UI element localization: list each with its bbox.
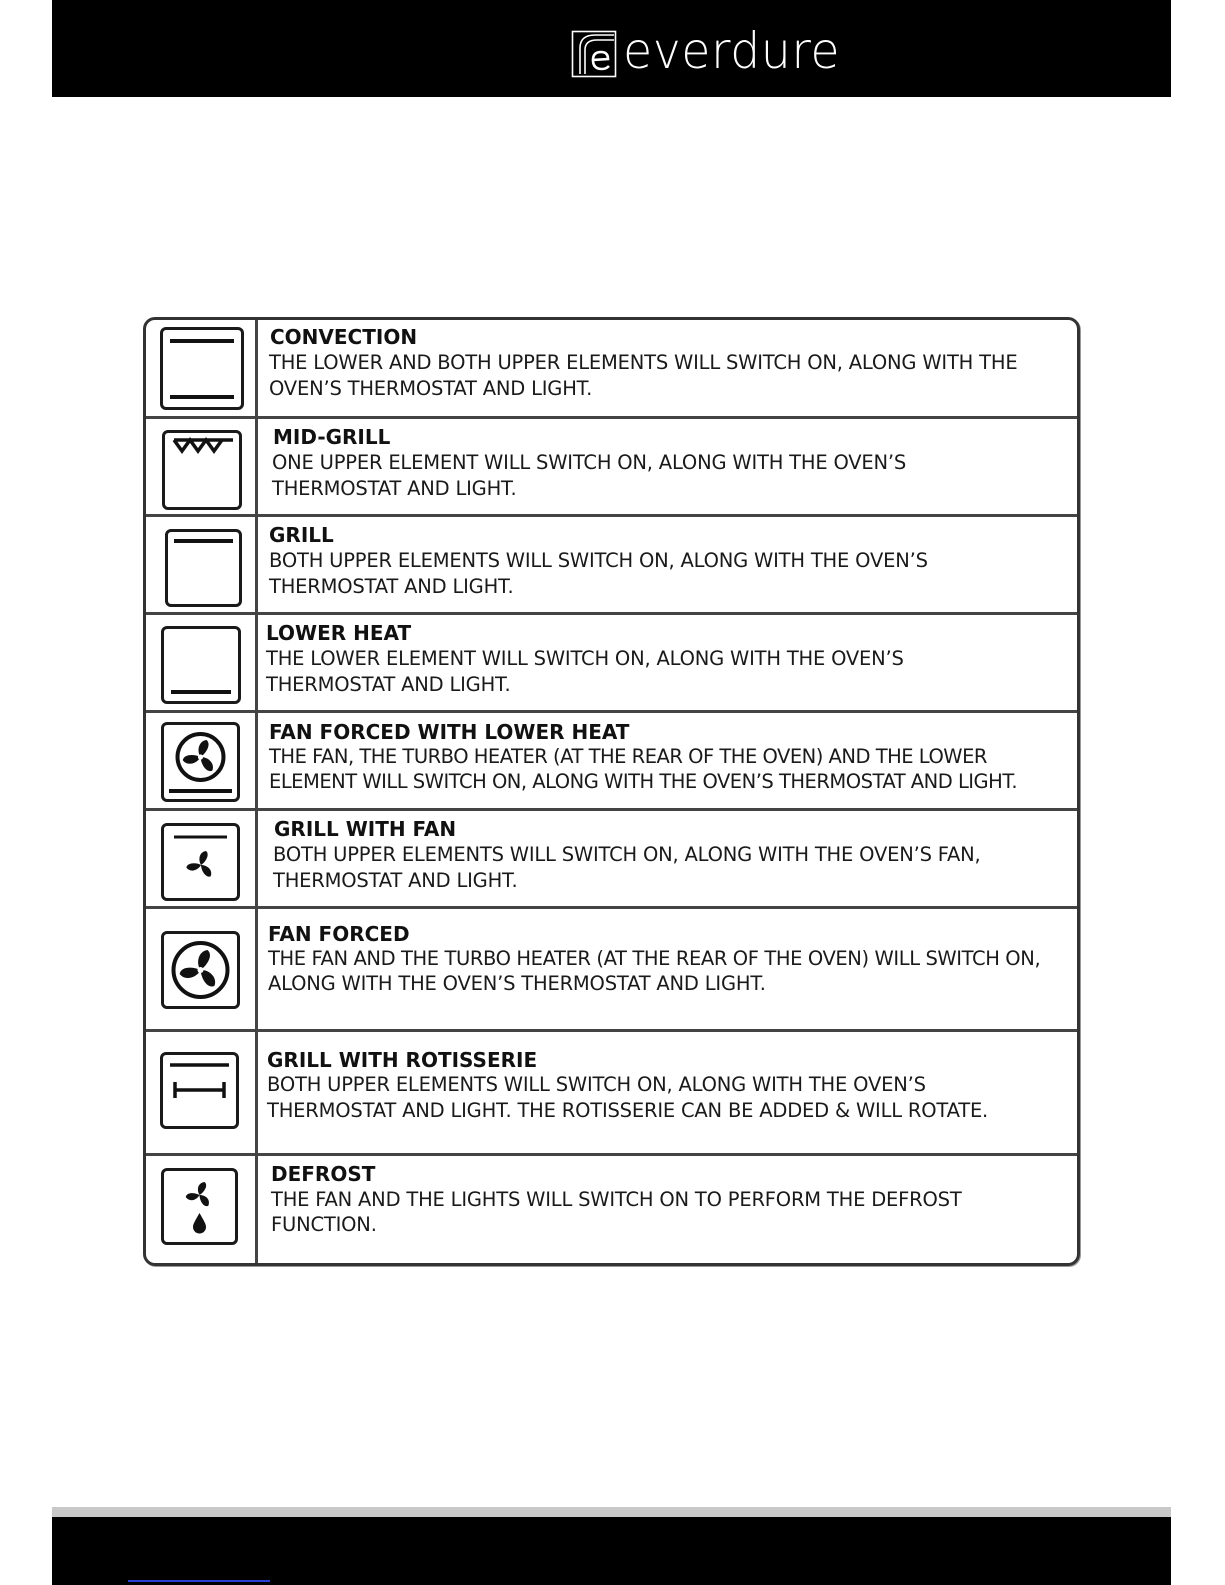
mode-description-line: THERMOSTAT AND LIGHT. (273, 869, 518, 892)
mode-row-grill-with-fan (146, 811, 1077, 909)
mode-title: GRILL (269, 523, 334, 547)
footer-divider (52, 1507, 1171, 1517)
brand-logo (571, 22, 851, 80)
mode-title: LOWER HEAT (266, 621, 412, 645)
mode-description-line: ELEMENT WILL SWITCH ON, ALONG WITH THE OVEN’S THERMOSTAT AND LIGHT. (269, 770, 1018, 793)
grill-rotisserie-icon (160, 1052, 239, 1129)
mode-title: FAN FORCED (268, 922, 410, 946)
mode-description-line: THERMOSTAT AND LIGHT. THE ROTISSERIE CAN BE ADDED & WILL ROTATE. (267, 1099, 989, 1122)
mode-description-line: OVEN’S THERMOSTAT AND LIGHT. (269, 377, 593, 400)
mode-title: FAN FORCED WITH LOWER HEAT (269, 720, 630, 744)
mode-description-line: THERMOSTAT AND LIGHT. (266, 673, 511, 696)
mode-description-line: ALONG WITH THE OVEN’S THERMOSTAT AND LIGHT. (268, 972, 766, 995)
mode-row-fan-forced-lower-heat (146, 713, 1077, 811)
mode-row-grill-rotisserie (146, 1032, 1077, 1156)
mode-description-line: THE FAN AND THE LIGHTS WILL SWITCH ON TO PERFORM THE DEFROST (271, 1188, 962, 1211)
mode-description-line: BOTH UPPER ELEMENTS WILL SWITCH ON, ALONG WITH THE OVEN’S FAN, (273, 843, 981, 866)
mode-title: GRILL WITH FAN (274, 817, 457, 841)
grill-icon (165, 529, 242, 607)
mode-row-lower-heat (146, 615, 1077, 713)
everdure-logo-icon (571, 30, 617, 78)
mid-grill-icon (162, 430, 242, 510)
footer-link-underline[interactable] (128, 1580, 270, 1582)
mode-description-line: THE LOWER AND BOTH UPPER ELEMENTS WILL SWITCH ON, ALONG WITH THE (269, 351, 1018, 374)
mode-description-line: THE LOWER ELEMENT WILL SWITCH ON, ALONG WITH THE OVEN’S (266, 647, 904, 670)
footer-bar (52, 1517, 1171, 1585)
mode-description-line: BOTH UPPER ELEMENTS WILL SWITCH ON, ALONG WITH THE OVEN’S (269, 549, 928, 572)
grill-with-fan-icon (161, 823, 240, 901)
mode-row-fan-forced (146, 909, 1077, 1032)
icon-cell (146, 320, 258, 416)
mode-row-defrost (146, 1156, 1077, 1263)
header-bar (52, 0, 1171, 97)
mode-title: DEFROST (271, 1162, 376, 1186)
mode-description-line: BOTH UPPER ELEMENTS WILL SWITCH ON, ALONG WITH THE OVEN’S (267, 1073, 926, 1096)
mode-description-line: ONE UPPER ELEMENT WILL SWITCH ON, ALONG WITH THE OVEN’S (272, 451, 907, 474)
mode-title: CONVECTION (270, 325, 418, 349)
mode-description-line: THE FAN, THE TURBO HEATER (AT THE REAR OF THE OVEN) AND THE LOWER (269, 745, 987, 768)
mode-title: MID-GRILL (273, 425, 391, 449)
fan-forced-icon (161, 931, 240, 1009)
oven-functions-table (143, 317, 1080, 1266)
mode-description-line: THERMOSTAT AND LIGHT. (272, 477, 517, 500)
mode-description-line: THERMOSTAT AND LIGHT. (269, 575, 514, 598)
mode-row-grill (146, 517, 1077, 615)
mode-description-line: THE FAN AND THE TURBO HEATER (AT THE REAR OF THE OVEN) WILL SWITCH ON, (268, 947, 1041, 970)
defrost-icon (161, 1168, 238, 1245)
convection-icon (160, 327, 244, 410)
fan-forced-lower-heat-icon (161, 722, 240, 802)
mode-description-line: FUNCTION. (271, 1213, 377, 1236)
mode-row-mid-grill (146, 419, 1077, 517)
lower-heat-icon (161, 626, 241, 704)
mode-title: GRILL WITH ROTISSERIE (267, 1048, 538, 1072)
mode-row-convection (146, 320, 1077, 419)
brand-name: everdure (623, 22, 841, 80)
